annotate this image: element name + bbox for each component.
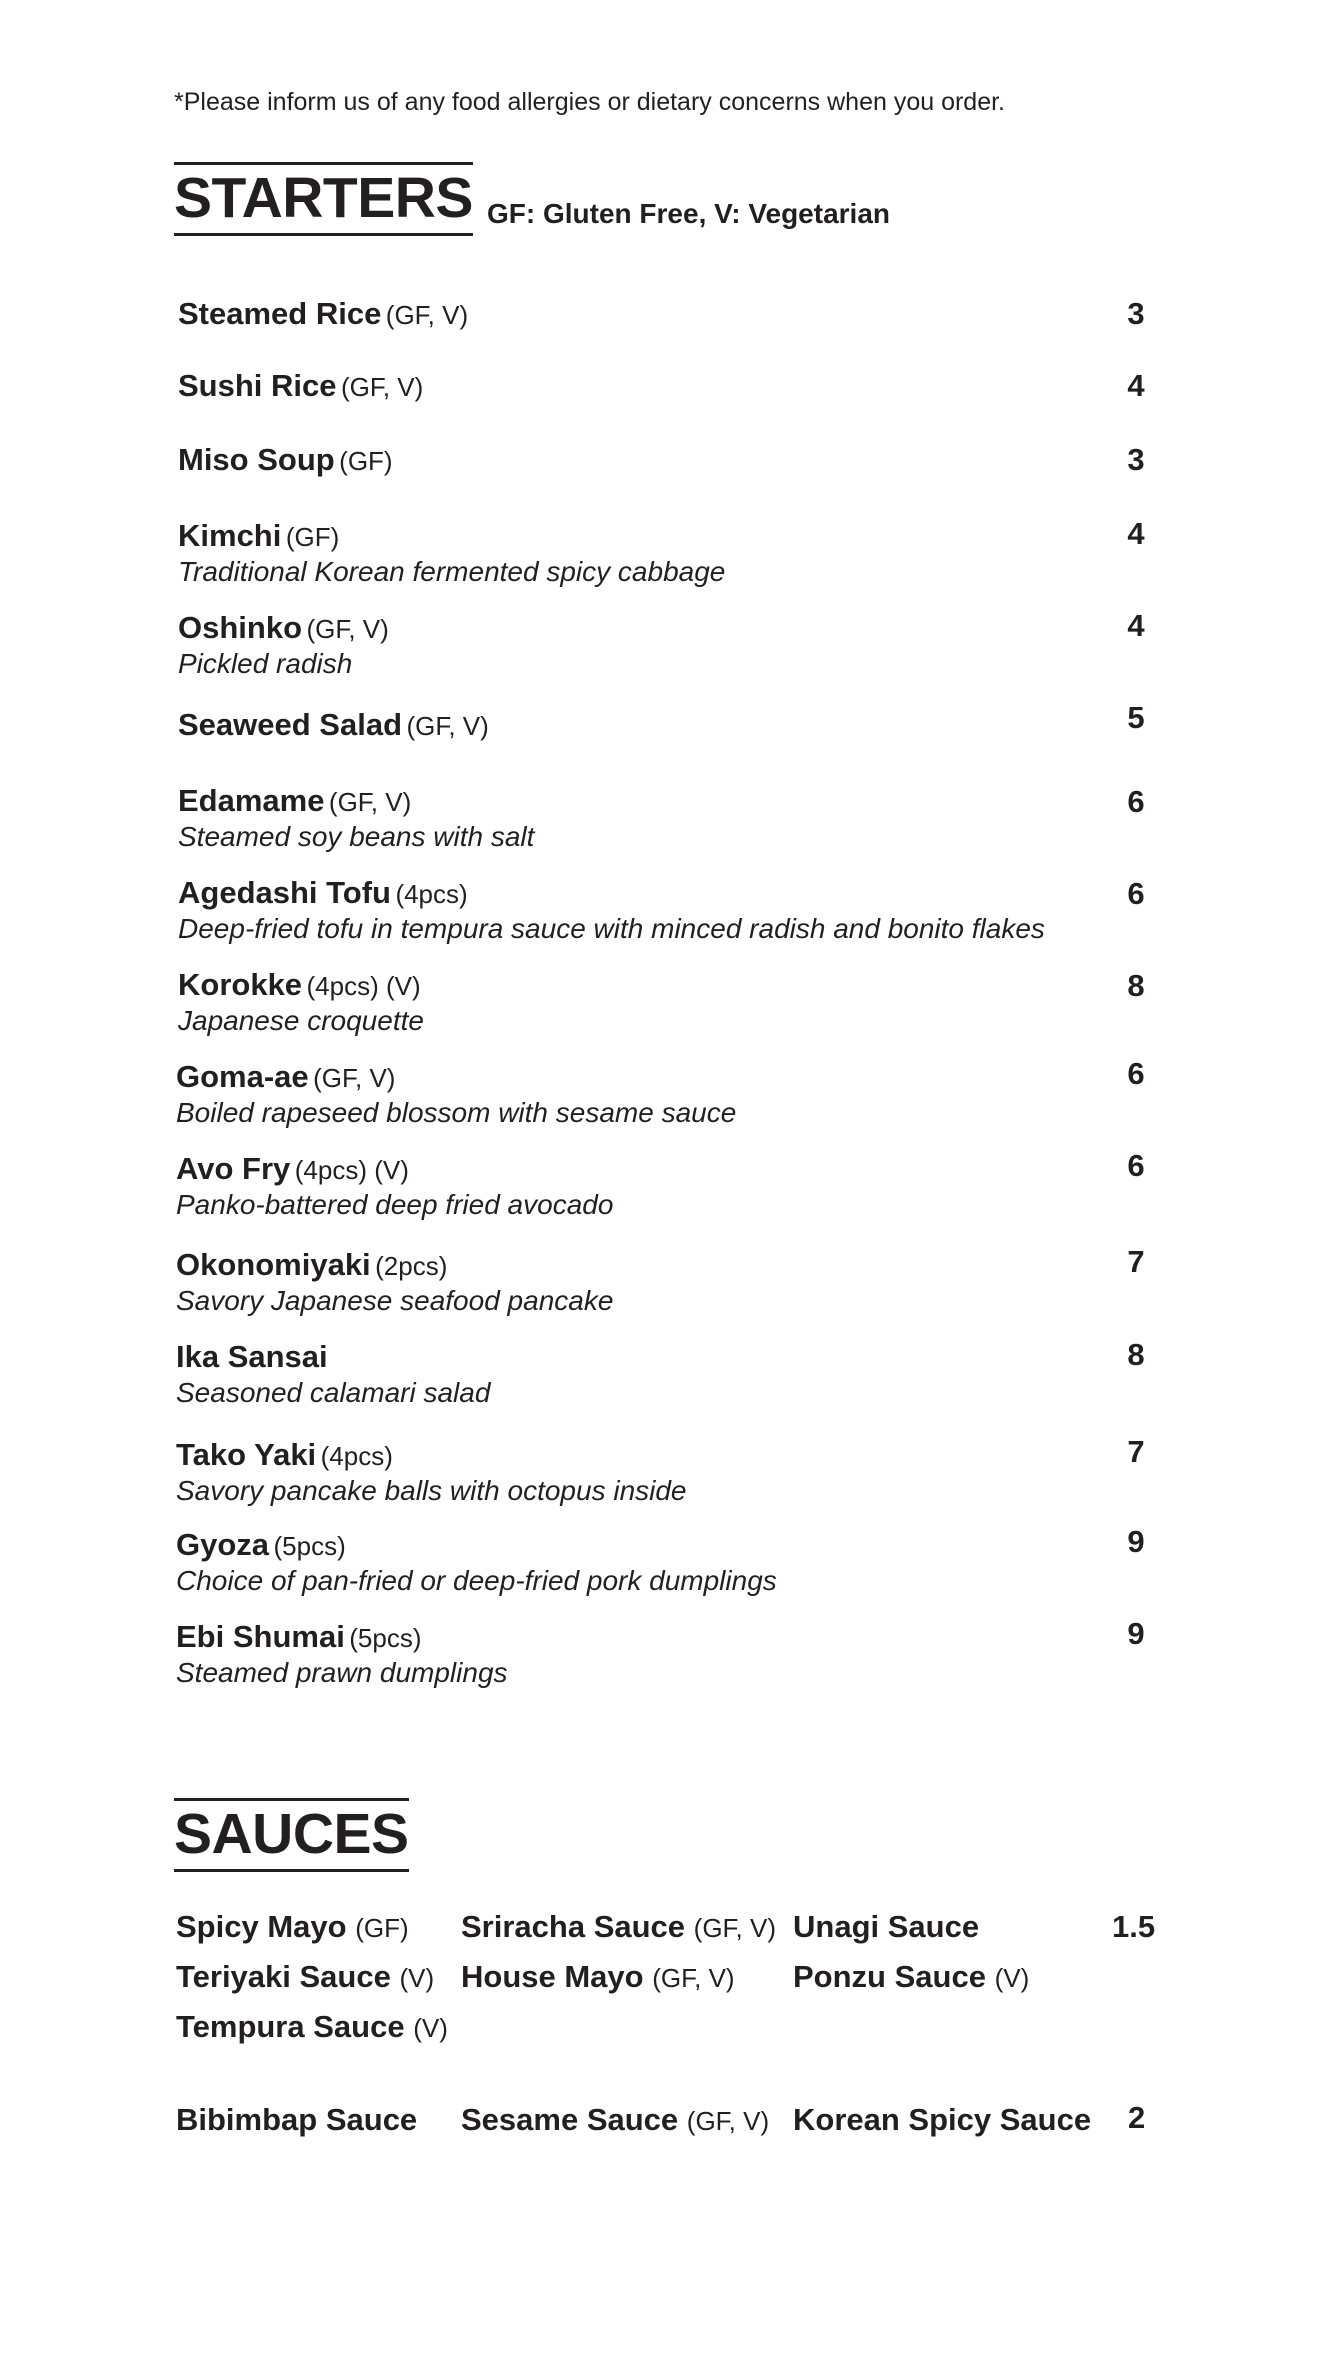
item-name: Avo Fry bbox=[176, 1151, 291, 1186]
menu-item bbox=[178, 610, 1168, 680]
item-name: Goma-ae bbox=[176, 1059, 309, 1094]
item-name: Okonomiyaki bbox=[176, 1247, 371, 1282]
item-price: 4 bbox=[1127, 368, 1145, 403]
menu-item bbox=[178, 707, 1168, 743]
sauce-item bbox=[176, 1959, 434, 1995]
item-tag: (4pcs) bbox=[395, 879, 468, 909]
item-name: Seaweed Salad bbox=[178, 707, 403, 742]
sauce-tag: (GF, V) bbox=[686, 2106, 770, 2136]
item-description: Japanese croquette bbox=[178, 1005, 424, 1036]
sauce-item bbox=[461, 1959, 735, 1995]
sauce-name: Sesame Sauce bbox=[461, 2102, 679, 2137]
menu-item bbox=[178, 783, 1168, 853]
menu-item bbox=[178, 442, 1168, 478]
sauce-name: House Mayo bbox=[461, 1959, 644, 1994]
item-name: Oshinko bbox=[178, 610, 303, 645]
item-tag: (4pcs) (V) bbox=[294, 1155, 409, 1185]
item-price: 8 bbox=[1127, 1337, 1145, 1372]
sauce-name: Ponzu Sauce bbox=[793, 1959, 986, 1994]
sauce-name: Spicy Mayo bbox=[176, 1909, 347, 1944]
item-price: 9 bbox=[1127, 1524, 1145, 1559]
menu-item bbox=[176, 1527, 1166, 1597]
item-tag: (5pcs) bbox=[349, 1623, 422, 1653]
allergy-note: *Please inform us of any food allergies or dietary concerns when you order. bbox=[174, 88, 1006, 116]
item-tag: (GF) bbox=[339, 446, 393, 476]
item-tag: (GF, V) bbox=[313, 1063, 396, 1093]
sauce-item bbox=[793, 2102, 1091, 2138]
menu-item bbox=[178, 296, 1168, 332]
sauces-heading: SAUCES bbox=[174, 1798, 409, 1872]
item-price: 6 bbox=[1127, 784, 1145, 819]
starters-heading: STARTERS bbox=[174, 162, 473, 236]
menu-item bbox=[176, 1151, 1166, 1221]
item-price: 8 bbox=[1127, 968, 1145, 1003]
menu-item bbox=[176, 1619, 1166, 1689]
sauce-name: Teriyaki Sauce bbox=[176, 1959, 391, 1994]
item-tag: (2pcs) bbox=[375, 1251, 448, 1281]
sauce-tag: (GF) bbox=[355, 1913, 409, 1943]
item-price: 5 bbox=[1127, 700, 1145, 735]
diet-legend: GF: Gluten Free, V: Vegetarian bbox=[487, 198, 890, 229]
item-description: Seasoned calamari salad bbox=[176, 1377, 491, 1408]
sauce-item bbox=[176, 2102, 417, 2138]
item-tag: (5pcs) bbox=[273, 1531, 346, 1561]
item-price: 3 bbox=[1127, 296, 1145, 331]
item-price: 3 bbox=[1127, 442, 1145, 477]
item-price: 6 bbox=[1127, 876, 1145, 911]
item-description: Savory Japanese seafood pancake bbox=[176, 1285, 614, 1316]
item-name: Steamed Rice bbox=[178, 296, 382, 331]
sauce-name: Sriracha Sauce bbox=[461, 1909, 686, 1944]
item-description: Panko-battered deep fried avocado bbox=[176, 1189, 614, 1220]
item-tag: (GF, V) bbox=[385, 300, 469, 330]
item-tag: (GF) bbox=[285, 522, 340, 552]
sauce-name: Tempura Sauce bbox=[176, 2009, 405, 2044]
sauce-item bbox=[793, 1959, 1029, 1995]
item-name: Agedashi Tofu bbox=[178, 875, 391, 910]
item-name: Gyoza bbox=[176, 1527, 270, 1562]
sauce-name: Korean Spicy Sauce bbox=[793, 2102, 1092, 2137]
sauce-item bbox=[461, 2102, 769, 2138]
item-description: Choice of pan-fried or deep-fried pork dumplings bbox=[176, 1565, 777, 1596]
item-price: 9 bbox=[1127, 1616, 1145, 1651]
item-name: Korokke bbox=[178, 967, 303, 1002]
item-price: 4 bbox=[1127, 608, 1145, 643]
item-description: Traditional Korean fermented spicy cabbage bbox=[178, 556, 726, 587]
item-name: Ika Sansai bbox=[176, 1339, 328, 1374]
item-description: Deep-fried tofu in tempura sauce with minced radish and bonito flakes bbox=[178, 913, 1045, 944]
item-tag: (GF, V) bbox=[306, 614, 389, 644]
menu-item bbox=[176, 1247, 1166, 1317]
sauce-tag: (V) bbox=[994, 1963, 1030, 1993]
sauce-tag: (V) bbox=[413, 2013, 448, 2043]
sauce-name: Unagi Sauce bbox=[793, 1909, 980, 1944]
item-price: 7 bbox=[1127, 1244, 1145, 1279]
sauce-price: 2 bbox=[1128, 2100, 1146, 2135]
menu-item bbox=[178, 967, 1168, 1037]
item-tag: (GF, V) bbox=[340, 372, 424, 402]
item-name: Sushi Rice bbox=[178, 368, 337, 403]
item-price: 6 bbox=[1127, 1056, 1145, 1091]
item-description: Steamed soy beans with salt bbox=[178, 821, 535, 852]
item-tag: (GF, V) bbox=[328, 787, 412, 817]
sauce-tag: (V) bbox=[399, 1963, 435, 1993]
item-description: Boiled rapeseed blossom with sesame sauce bbox=[176, 1097, 737, 1128]
item-price: 6 bbox=[1127, 1148, 1145, 1183]
item-tag: (4pcs) bbox=[320, 1441, 393, 1471]
item-description: Savory pancake balls with octopus inside bbox=[176, 1475, 687, 1506]
item-name: Edamame bbox=[178, 783, 325, 818]
item-description: Pickled radish bbox=[178, 648, 353, 679]
menu-item bbox=[178, 368, 1168, 404]
item-name: Kimchi bbox=[178, 518, 282, 553]
sauce-item bbox=[461, 1909, 776, 1945]
menu-item bbox=[176, 1437, 1166, 1507]
item-name: Ebi Shumai bbox=[176, 1619, 345, 1654]
sauce-item bbox=[176, 1909, 409, 1945]
menu-item bbox=[176, 1339, 1166, 1409]
item-price: 7 bbox=[1127, 1434, 1145, 1469]
item-name: Tako Yaki bbox=[176, 1437, 317, 1472]
item-tag: (GF, V) bbox=[406, 711, 489, 741]
menu-item bbox=[178, 518, 1168, 588]
item-tag: (4pcs) (V) bbox=[306, 971, 421, 1001]
sauce-name: Bibimbap Sauce bbox=[176, 2102, 418, 2137]
item-name: Miso Soup bbox=[178, 442, 335, 477]
sauce-item bbox=[176, 2009, 448, 2045]
sauce-price: 1.5 bbox=[1112, 1909, 1156, 1944]
item-price: 4 bbox=[1127, 516, 1145, 551]
item-description: Steamed prawn dumplings bbox=[176, 1657, 508, 1688]
menu-item bbox=[176, 1059, 1166, 1129]
sauce-tag: (GF, V) bbox=[693, 1913, 776, 1943]
sauce-tag: (GF, V) bbox=[652, 1963, 735, 1993]
sauce-item bbox=[793, 1909, 979, 1945]
menu-item bbox=[178, 875, 1168, 945]
